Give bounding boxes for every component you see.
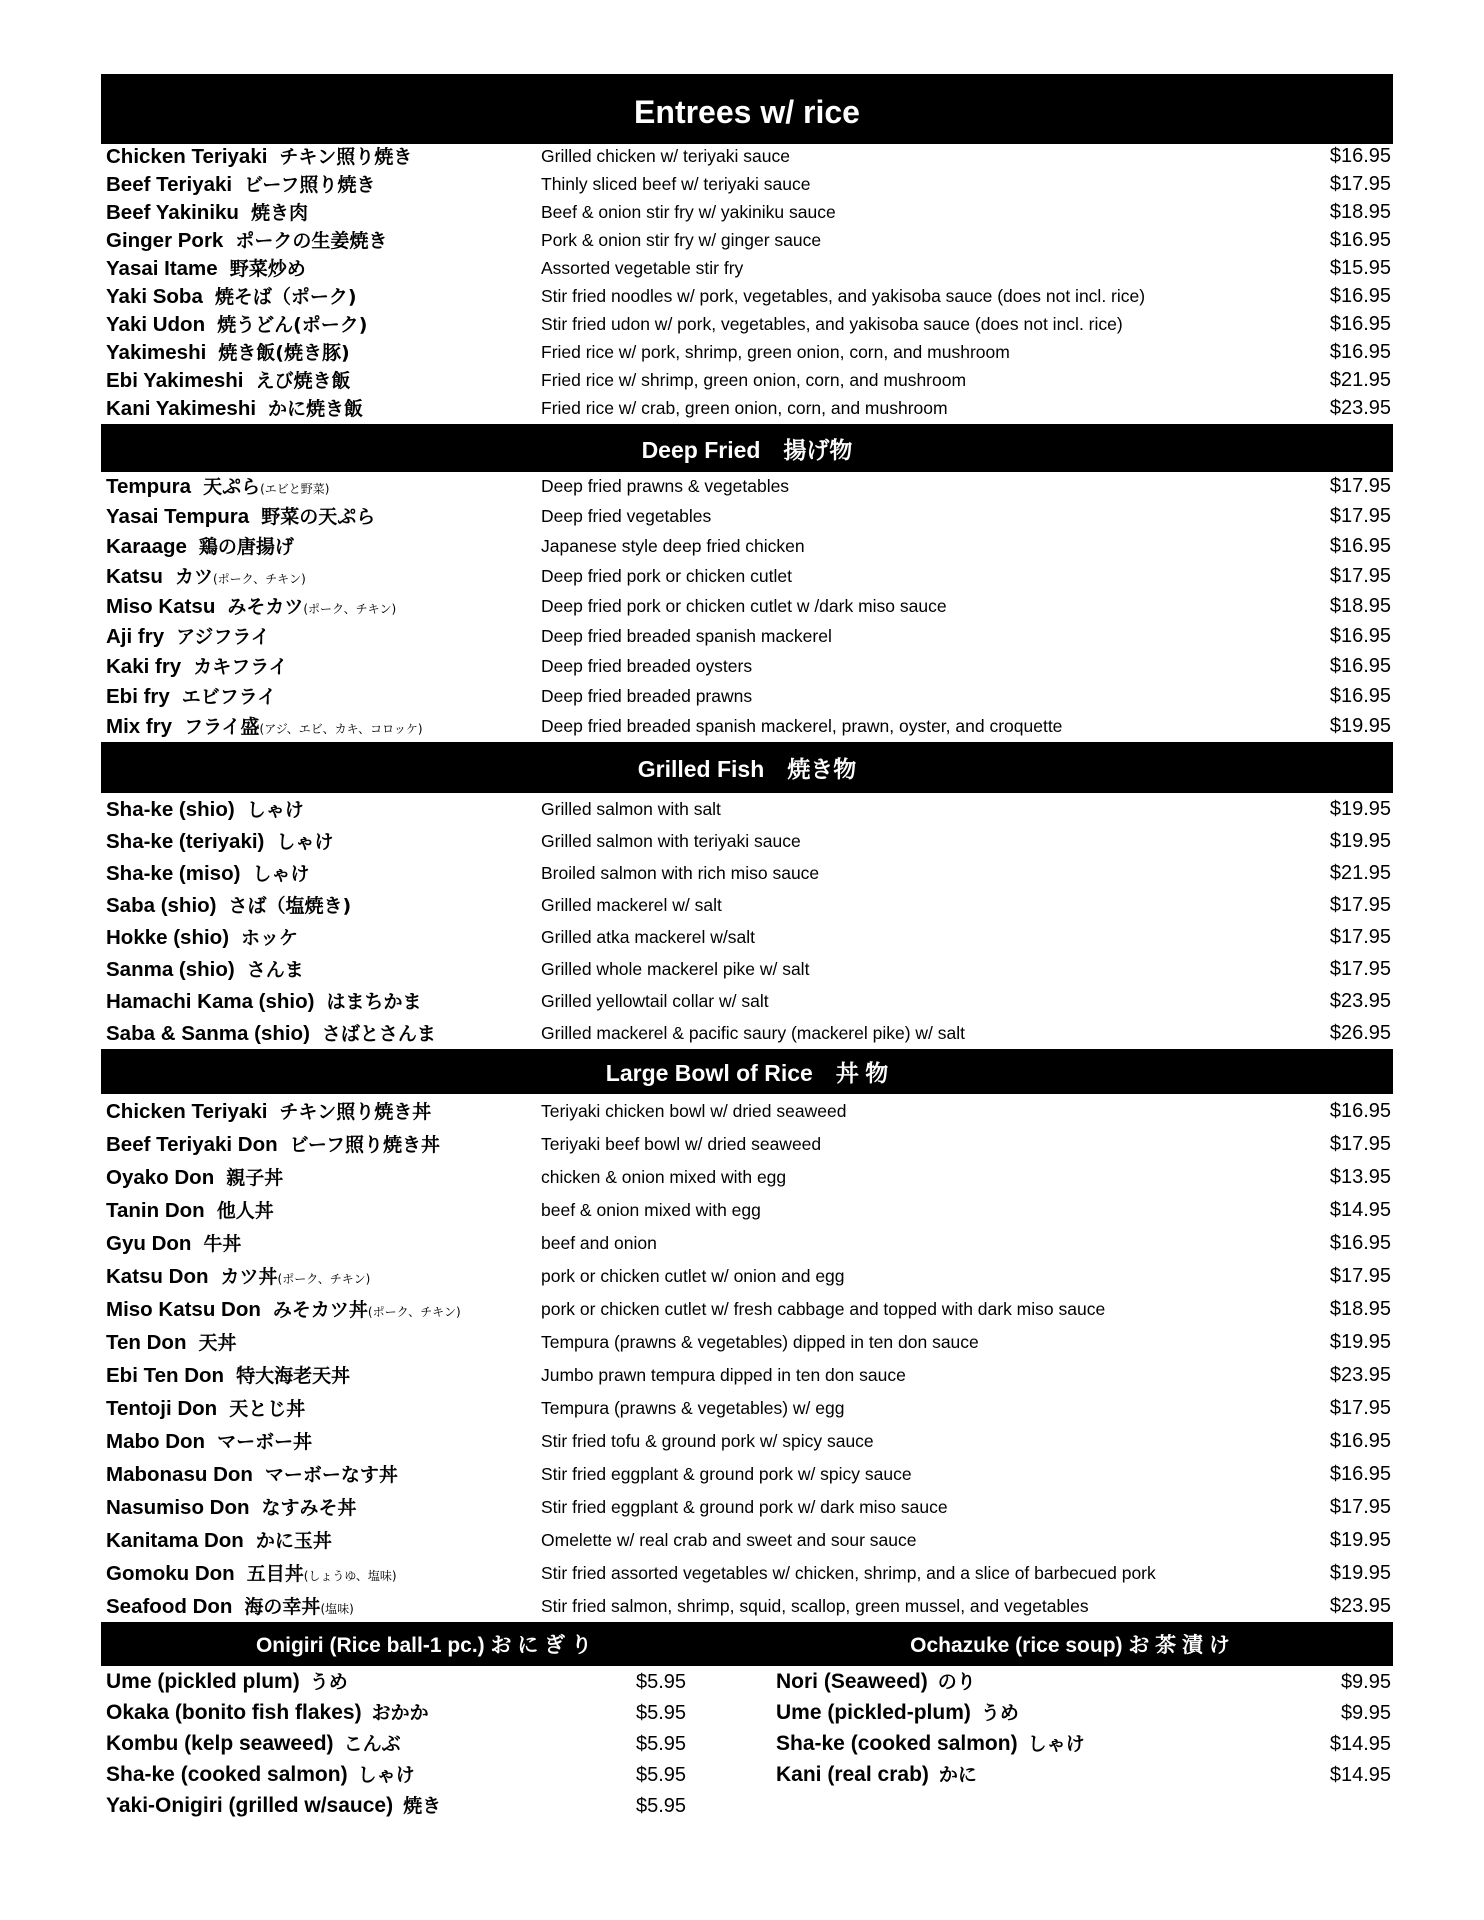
item-jp-name: 焼き xyxy=(403,1795,442,1817)
menu-item xyxy=(101,1457,1393,1490)
item-description: Stir fried tofu & ground pork w/ spicy sauce xyxy=(541,1431,874,1451)
menu-item xyxy=(691,1666,1393,1697)
item-jp-name: かに xyxy=(938,1764,977,1786)
menu-item xyxy=(101,712,1393,742)
item-description: Beef & onion stir fry w/ yakiniku sauce xyxy=(541,202,836,222)
item-price: $16.95 xyxy=(1329,145,1391,167)
item-price: $13.95 xyxy=(1329,1166,1391,1188)
item-name: Nori (Seaweed) xyxy=(776,1670,928,1693)
item-description: Stir fried salmon, shrimp, squid, scallop, green mussel, and vegetables xyxy=(541,1596,1089,1616)
item-jp-name: こんぶ xyxy=(343,1733,401,1755)
menu-item xyxy=(101,953,1393,985)
item-jp-note: (ポーク、チキン) xyxy=(303,602,397,616)
item-name: Yaki Soba xyxy=(106,285,203,308)
item-jp-name: かに焼き飯 xyxy=(268,398,364,420)
menu-item xyxy=(101,1325,1393,1358)
section-header-entrees: Entrees w/ rice xyxy=(101,74,1393,144)
item-price: $16.95 xyxy=(1329,1463,1391,1485)
item-name: Yaki Udon xyxy=(106,313,206,336)
menu-item xyxy=(101,502,1393,532)
menu-item xyxy=(101,1790,691,1821)
item-description: Deep fried breaded spanish mackerel xyxy=(541,626,832,646)
item-price: $17.95 xyxy=(1329,894,1391,916)
item-price: $17.95 xyxy=(1329,1397,1391,1419)
item-price: $21.95 xyxy=(1329,862,1391,884)
item-description: Stir fried eggplant & ground pork w/ dark miso sauce xyxy=(541,1497,948,1517)
item-name: Ten Don xyxy=(106,1331,187,1354)
item-description: Teriyaki beef bowl w/ dried seaweed xyxy=(541,1134,822,1154)
item-description: Omelette w/ real crab and sweet and sour sauce xyxy=(541,1530,917,1550)
item-jp-name: エビフライ xyxy=(181,686,277,708)
menu-item xyxy=(101,256,1393,284)
menu-item xyxy=(101,1094,1393,1127)
menu-item xyxy=(101,857,1393,889)
item-name: Mix fry xyxy=(106,715,173,738)
item-jp-name: さばとさんま xyxy=(321,1023,436,1045)
item-name: Mabo Don xyxy=(106,1430,206,1453)
item-description: Teriyaki chicken bowl w/ dried seaweed xyxy=(541,1101,847,1121)
item-jp-name: はまちかま xyxy=(326,991,422,1013)
item-jp-name: マーボーなす丼 xyxy=(264,1464,398,1486)
item-name: Ginger Pork xyxy=(106,229,224,252)
item-name: Sha-ke (shio) xyxy=(106,798,235,821)
section-header-deep-fried: Deep Fried 揚げ物 xyxy=(101,424,1393,472)
item-description: Deep fried breaded spanish mackerel, prawn, oyster, and croquette xyxy=(541,716,1063,736)
item-price: $9.95 xyxy=(1340,1702,1391,1724)
menu-item xyxy=(101,1728,691,1759)
menu-item xyxy=(101,1556,1393,1589)
menu-item xyxy=(101,682,1393,712)
menu-page xyxy=(101,74,1393,1821)
item-description: Fried rice w/ shrimp, green onion, corn, and mushroom xyxy=(541,370,967,390)
section-onigiri xyxy=(101,1666,691,1821)
section-large-bowl xyxy=(101,1094,1393,1622)
menu-item xyxy=(691,1697,1393,1728)
item-price: $17.95 xyxy=(1329,1496,1391,1518)
menu-item xyxy=(101,1759,691,1790)
bottom-section-headers xyxy=(101,1622,1393,1666)
item-name: Miso Katsu xyxy=(106,595,216,618)
item-description: Stir fried udon w/ pork, vegetables, and yakisoba sauce (does not incl. rice) xyxy=(541,314,1123,334)
item-description: Stir fried assorted vegetables w/ chicken, shrimp, and a slice of barbecued pork xyxy=(541,1563,1156,1583)
item-price: $14.95 xyxy=(1329,1199,1391,1221)
menu-item xyxy=(101,1193,1393,1226)
item-name: Hamachi Kama (shio) xyxy=(106,990,315,1013)
item-price: $21.95 xyxy=(1329,369,1391,391)
menu-item xyxy=(691,1759,1393,1790)
item-name: Yaki-Onigiri (grilled w/sauce) xyxy=(106,1794,394,1817)
item-jp-name: 五目丼 xyxy=(246,1563,304,1585)
item-price: $5.95 xyxy=(636,1764,687,1786)
item-jp-name: みそカツ xyxy=(227,596,304,618)
menu-item xyxy=(101,1259,1393,1292)
item-jp-name: 野菜炒め xyxy=(229,258,306,280)
menu-item xyxy=(101,985,1393,1017)
item-description: Grilled salmon with salt xyxy=(541,799,721,819)
item-price: $23.95 xyxy=(1329,990,1391,1012)
item-price: $19.95 xyxy=(1329,715,1391,737)
item-name: Sanma (shio) xyxy=(106,958,235,981)
item-price: $26.95 xyxy=(1329,1022,1391,1044)
item-description: Deep fried prawns & vegetables xyxy=(541,476,790,496)
item-name: Aji fry xyxy=(106,625,165,648)
item-price: $16.95 xyxy=(1329,341,1391,363)
item-description: Deep fried breaded oysters xyxy=(541,656,753,676)
item-price: $17.95 xyxy=(1329,1265,1391,1287)
item-price: $17.95 xyxy=(1329,565,1391,587)
item-name: Kaki fry xyxy=(106,655,182,678)
item-jp-note: (ポーク、チキン) xyxy=(212,572,306,586)
item-description: Grilled whole mackerel pike w/ salt xyxy=(541,959,810,979)
item-jp-name: 野菜の天ぷら xyxy=(261,506,376,528)
item-name: Sha-ke (cooked salmon) xyxy=(106,1763,348,1786)
item-jp-name: フライ盛 xyxy=(184,716,260,738)
item-name: Miso Katsu Don xyxy=(106,1298,261,1321)
item-price: $16.95 xyxy=(1329,625,1391,647)
item-jp-name: カキフライ xyxy=(193,656,288,678)
item-jp-name: 焼き肉 xyxy=(250,202,308,224)
menu-item xyxy=(101,622,1393,652)
item-description: beef & onion mixed with egg xyxy=(541,1200,761,1220)
menu-item xyxy=(101,1160,1393,1193)
item-description: chicken & onion mixed with egg xyxy=(541,1167,787,1187)
item-description: Thinly sliced beef w/ teriyaki sauce xyxy=(541,174,811,194)
item-price: $23.95 xyxy=(1329,397,1391,419)
item-description: beef and onion xyxy=(541,1233,657,1253)
menu-item xyxy=(101,1424,1393,1457)
item-jp-name: みそカツ丼 xyxy=(272,1299,368,1321)
item-price: $17.95 xyxy=(1329,505,1391,527)
menu-item xyxy=(101,1666,691,1697)
menu-item xyxy=(101,1589,1393,1622)
item-description: Jumbo prawn tempura dipped in ten don sauce xyxy=(541,1365,906,1385)
menu-item xyxy=(101,1226,1393,1259)
menu-item xyxy=(101,368,1393,396)
item-name: Saba (shio) xyxy=(106,894,217,917)
item-price: $19.95 xyxy=(1329,830,1391,852)
item-price: $16.95 xyxy=(1329,1430,1391,1452)
item-price: $5.95 xyxy=(636,1671,687,1693)
item-description: Pork & onion stir fry w/ ginger sauce xyxy=(541,230,822,250)
item-name: Beef Teriyaki xyxy=(106,173,233,196)
item-description: Japanese style deep fried chicken xyxy=(541,536,805,556)
item-jp-name: しゃけ xyxy=(357,1764,415,1786)
menu-item xyxy=(101,1391,1393,1424)
item-jp-name: えび焼き飯 xyxy=(255,370,351,392)
item-name: Ebi Yakimeshi xyxy=(106,369,244,392)
item-description: Grilled yellowtail collar w/ salt xyxy=(541,991,769,1011)
item-description: Tempura (prawns & vegetables) w/ egg xyxy=(541,1398,845,1418)
item-price: $19.95 xyxy=(1329,1331,1391,1353)
item-description: Deep fried pork or chicken cutlet xyxy=(541,566,792,586)
item-description: Stir fried noodles w/ pork, vegetables, and yakisoba sauce (does not incl. rice) xyxy=(541,286,1146,306)
item-description: Deep fried vegetables xyxy=(541,506,712,526)
item-name: Yasai Itame xyxy=(106,257,218,280)
item-description: pork or chicken cutlet w/ fresh cabbage and topped with dark miso sauce xyxy=(541,1299,1106,1319)
item-description: Tempura (prawns & vegetables) dipped in ten don sauce xyxy=(541,1332,979,1352)
item-description: Grilled chicken w/ teriyaki sauce xyxy=(541,146,790,166)
item-description: Fried rice w/ crab, green onion, corn, and mushroom xyxy=(541,398,948,418)
item-name: Ume (pickled-plum) xyxy=(776,1701,971,1724)
item-name: Katsu xyxy=(106,565,163,588)
item-name: Tanin Don xyxy=(106,1199,205,1222)
item-name: Seafood Don xyxy=(106,1595,233,1618)
item-jp-name: 焼き飯(焼き豚) xyxy=(218,342,350,364)
item-jp-name: しゃけ xyxy=(246,799,304,821)
item-jp-name: 焼そば（ポーク) xyxy=(214,286,357,308)
menu-item xyxy=(101,889,1393,921)
item-name: Ebi fry xyxy=(106,685,170,708)
section-entrees xyxy=(101,144,1393,424)
item-name: Tempura xyxy=(106,475,192,498)
menu-item xyxy=(101,1490,1393,1523)
item-price: $16.95 xyxy=(1329,1232,1391,1254)
item-name: Gomoku Don xyxy=(106,1562,235,1585)
item-description: Broiled salmon with rich miso sauce xyxy=(541,863,820,883)
item-price: $18.95 xyxy=(1329,595,1391,617)
item-price: $16.95 xyxy=(1329,655,1391,677)
item-name: Kanitama Don xyxy=(106,1529,244,1552)
item-jp-name: カツ丼 xyxy=(220,1266,278,1288)
item-price: $14.95 xyxy=(1329,1764,1391,1786)
item-price: $16.95 xyxy=(1329,535,1391,557)
menu-item xyxy=(101,144,1393,172)
item-description: Grilled mackerel w/ salt xyxy=(541,895,722,915)
item-name: Sha-ke (cooked salmon) xyxy=(776,1732,1018,1755)
item-jp-name: なすみそ丼 xyxy=(261,1497,357,1519)
item-jp-name: 牛丼 xyxy=(203,1233,242,1255)
menu-item xyxy=(101,793,1393,825)
item-name: Saba & Sanma (shio) xyxy=(106,1022,310,1045)
item-jp-name: ホッケ xyxy=(241,927,299,949)
section-ochazuke xyxy=(691,1666,1393,1821)
item-description: Deep fried breaded prawns xyxy=(541,686,753,706)
menu-item xyxy=(101,284,1393,312)
item-price: $16.95 xyxy=(1329,685,1391,707)
item-name: Karaage xyxy=(106,535,187,558)
section-header-ochazuke: Ochazuke (rice soup) お 茶 漬 け xyxy=(910,1634,1230,1657)
section-header-large-bowl: Large Bowl of Rice 丼 物 xyxy=(101,1049,1393,1094)
item-jp-name: さんま xyxy=(246,959,304,981)
item-name: Kani Yakimeshi xyxy=(106,397,257,420)
menu-item xyxy=(101,592,1393,622)
item-price: $18.95 xyxy=(1329,1298,1391,1320)
item-jp-name: 親子丼 xyxy=(226,1167,284,1189)
menu-item xyxy=(101,1292,1393,1325)
item-price: $15.95 xyxy=(1329,257,1391,279)
item-description: Grilled atka mackerel w/salt xyxy=(541,927,755,947)
item-name: Chicken Teriyaki xyxy=(106,145,268,168)
item-jp-name: 特大海老天丼 xyxy=(236,1365,351,1387)
item-description: Assorted vegetable stir fry xyxy=(541,258,744,278)
item-jp-name: 天ぷら xyxy=(203,476,261,498)
item-price: $16.95 xyxy=(1329,285,1391,307)
menu-item xyxy=(101,1017,1393,1049)
item-name: Yakimeshi xyxy=(106,341,207,364)
item-description: pork or chicken cutlet w/ onion and egg xyxy=(541,1266,845,1286)
item-name: Nasumiso Don xyxy=(106,1496,250,1519)
item-name: Hokke (shio) xyxy=(106,926,230,949)
item-name: Oyako Don xyxy=(106,1166,215,1189)
item-name: Beef Yakiniku xyxy=(106,201,239,224)
menu-item xyxy=(101,825,1393,857)
item-jp-note: (エビと野菜) xyxy=(260,482,330,496)
menu-item xyxy=(101,1358,1393,1391)
menu-item xyxy=(101,1697,691,1728)
menu-item xyxy=(101,652,1393,682)
item-jp-name: うめ xyxy=(980,1702,1019,1724)
bottom-sections xyxy=(101,1666,1393,1821)
item-jp-name: しゃけ xyxy=(252,863,310,885)
item-price: $14.95 xyxy=(1329,1733,1391,1755)
item-jp-note: (ポーク、チキン) xyxy=(367,1305,461,1319)
item-price: $17.95 xyxy=(1329,958,1391,980)
item-jp-note: (塩味) xyxy=(320,1602,354,1616)
item-jp-name: ポークの生姜焼き xyxy=(235,230,388,252)
item-name: Kombu (kelp seaweed) xyxy=(106,1732,334,1755)
menu-item xyxy=(101,228,1393,256)
item-jp-name: チキン照り焼き xyxy=(279,146,413,168)
item-name: Ume (pickled plum) xyxy=(106,1670,300,1693)
item-name: Beef Teriyaki Don xyxy=(106,1133,278,1156)
item-price: $19.95 xyxy=(1329,1562,1391,1584)
item-jp-name: 他人丼 xyxy=(216,1200,274,1222)
item-jp-name: 天とじ丼 xyxy=(229,1398,306,1420)
item-price: $9.95 xyxy=(1340,1671,1391,1693)
menu-item xyxy=(101,200,1393,228)
menu-item xyxy=(101,1523,1393,1556)
item-price: $16.95 xyxy=(1329,1100,1391,1122)
item-price: $18.95 xyxy=(1329,201,1391,223)
item-jp-name: カツ xyxy=(174,566,213,588)
item-price: $17.95 xyxy=(1329,173,1391,195)
section-header-onigiri: Onigiri (Rice ball-1 pc.) お に ぎ り xyxy=(255,1634,593,1657)
section-grilled-fish xyxy=(101,793,1393,1049)
item-description: Stir fried eggplant & ground pork w/ spicy sauce xyxy=(541,1464,912,1484)
menu-item xyxy=(101,472,1393,502)
item-price: $17.95 xyxy=(1329,475,1391,497)
section-header-grilled-fish: Grilled Fish 焼き物 xyxy=(101,742,1393,793)
menu-item xyxy=(101,1127,1393,1160)
item-jp-name: のり xyxy=(937,1671,976,1693)
item-price: $16.95 xyxy=(1329,313,1391,335)
item-jp-name: しゃけ xyxy=(1027,1733,1085,1755)
item-name: Tentoji Don xyxy=(106,1397,218,1420)
item-name: Sha-ke (miso) xyxy=(106,862,241,885)
menu-item xyxy=(101,340,1393,368)
item-name: Katsu Don xyxy=(106,1265,209,1288)
item-name: Okaka (bonito fish flakes) xyxy=(106,1701,362,1724)
menu-item xyxy=(101,921,1393,953)
item-name: Mabonasu Don xyxy=(106,1463,253,1486)
item-name: Chicken Teriyaki xyxy=(106,1100,268,1123)
menu-item xyxy=(101,172,1393,200)
item-price: $19.95 xyxy=(1329,1529,1391,1551)
item-jp-name: うめ xyxy=(309,1671,348,1693)
item-price: $19.95 xyxy=(1329,798,1391,820)
item-jp-note: (ポーク、チキン) xyxy=(277,1272,371,1286)
item-description: Grilled salmon with teriyaki sauce xyxy=(541,831,801,851)
item-jp-note: (アジ、エビ、カキ、コロッケ) xyxy=(259,722,423,736)
item-jp-name: ビーフ照り焼き xyxy=(244,174,376,196)
item-jp-name: マーボー丼 xyxy=(217,1431,313,1453)
item-description: Fried rice w/ pork, shrimp, green onion, corn, and mushroom xyxy=(541,342,1010,362)
menu-item xyxy=(691,1728,1393,1759)
item-name: Kani (real crab) xyxy=(776,1763,929,1786)
item-description: Deep fried pork or chicken cutlet w /dark miso sauce xyxy=(541,596,947,616)
item-price: $23.95 xyxy=(1329,1595,1391,1617)
item-name: Ebi Ten Don xyxy=(106,1364,225,1387)
menu-item xyxy=(101,532,1393,562)
item-description: Grilled mackerel & pacific saury (mackerel pike) w/ salt xyxy=(541,1023,966,1043)
item-name: Gyu Don xyxy=(106,1232,192,1255)
item-price: $16.95 xyxy=(1329,229,1391,251)
item-jp-name: おかか xyxy=(371,1702,429,1724)
item-jp-name: ビーフ照り焼き丼 xyxy=(289,1134,440,1156)
item-price: $23.95 xyxy=(1329,1364,1391,1386)
menu-item xyxy=(101,396,1393,424)
item-jp-name: さば（塩焼き) xyxy=(228,895,352,917)
item-jp-name: 焼うどん(ポーク) xyxy=(217,314,368,336)
item-jp-name: チキン照り焼き丼 xyxy=(279,1101,432,1123)
item-jp-note: (しょうゆ、塩味) xyxy=(303,1569,397,1583)
item-price: $17.95 xyxy=(1329,926,1391,948)
item-price: $17.95 xyxy=(1329,1133,1391,1155)
item-jp-name: 鶏の唐揚げ xyxy=(198,536,294,558)
item-jp-name: アジフライ xyxy=(176,626,270,648)
item-jp-name: しゃけ xyxy=(276,831,334,853)
section-deep-fried xyxy=(101,472,1393,742)
item-price: $5.95 xyxy=(636,1702,687,1724)
item-jp-name: 天丼 xyxy=(198,1332,237,1354)
item-jp-name: 海の幸丼 xyxy=(244,1596,321,1618)
menu-item xyxy=(101,562,1393,592)
item-price: $5.95 xyxy=(636,1733,687,1755)
menu-item xyxy=(101,312,1393,340)
item-price: $5.95 xyxy=(636,1795,687,1817)
item-jp-name: かに玉丼 xyxy=(255,1530,332,1552)
item-name: Sha-ke (teriyaki) xyxy=(106,830,265,853)
item-name: Yasai Tempura xyxy=(106,505,250,528)
